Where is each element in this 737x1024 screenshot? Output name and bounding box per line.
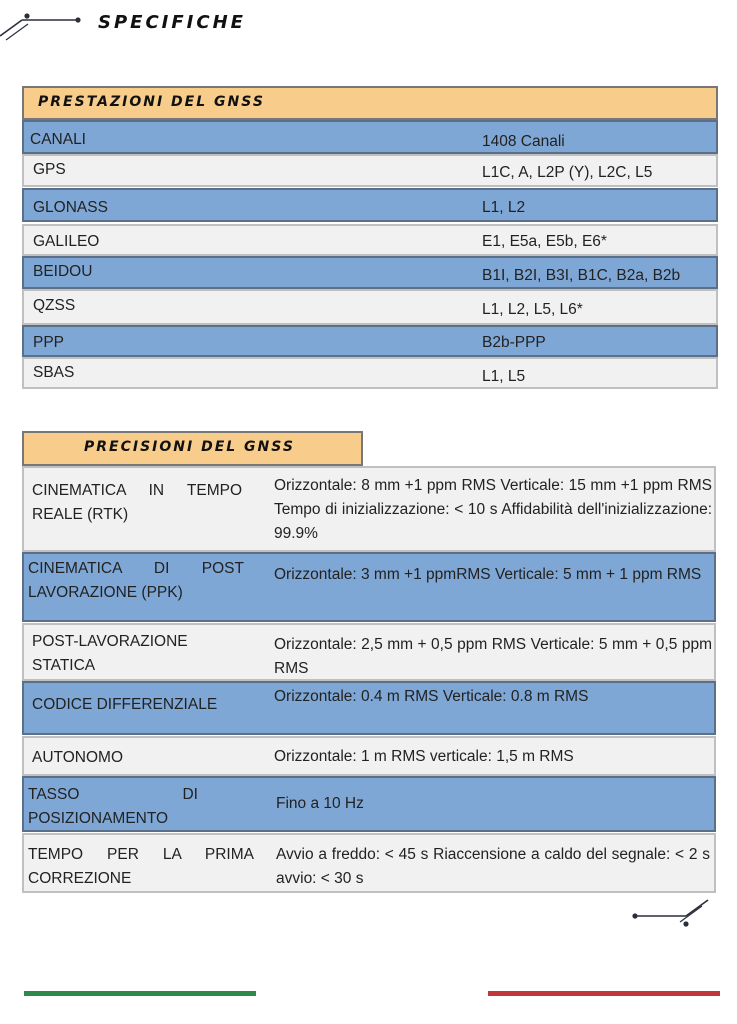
- row-value: B1I, B2I, B3I, B1C, B2a, B2b: [482, 267, 681, 284]
- row-label: CINEMATICA DI POST LAVORAZIONE (PPK): [28, 560, 244, 601]
- row-value: E1, E5a, E5b, E6*: [482, 233, 607, 250]
- table-row-rtk: [22, 466, 716, 552]
- row-label: PPP: [33, 334, 65, 351]
- row-label: POST-LAVORAZIONE STATICA: [32, 633, 188, 674]
- row-value: Avvio a freddo: < 45 s Riaccensione a caldo del segnale: < 2 s avvio: < 30 s: [276, 846, 710, 887]
- row-label: CANALI: [30, 131, 86, 148]
- table-row-canali: [22, 120, 718, 154]
- row-value: Fino a 10 Hz: [276, 795, 364, 812]
- row-value: L1, L5: [482, 368, 526, 385]
- row-value: Orizzontale: 8 mm +1 ppm RMS Verticale: 15 mm +1 ppm RMS Tempo di inizializzazione: < 10 s Affidabilità dell'inizializzazione: 99.9%: [274, 477, 712, 542]
- table-row-ttff: [22, 833, 716, 893]
- flag-stripe-green: [24, 991, 256, 996]
- table-row-gps: [22, 154, 718, 187]
- performance-header-label: PRESTAZIONI DEL GNSS: [38, 94, 265, 110]
- row-label: QZSS: [33, 297, 76, 314]
- precision-header: [22, 431, 363, 466]
- row-value: 1408 Canali: [482, 133, 565, 150]
- table-row-autonomo: [22, 736, 716, 776]
- row-label: BEIDOU: [33, 263, 93, 280]
- row-label: TEMPO PER LA PRIMA CORREZIONE: [28, 846, 254, 887]
- table-row-qzss: [22, 289, 718, 325]
- precision-header-label: PRECISIONI DEL GNSS: [84, 439, 295, 455]
- row-value: Orizzontale: 2,5 mm + 0,5 ppm RMS Verticale: 5 mm + 0,5 ppm RMS: [274, 636, 712, 677]
- row-label: GPS: [33, 161, 66, 178]
- row-label: TASSO DI POSIZIONAMENTO: [28, 786, 198, 827]
- table-row-sbas: [22, 357, 718, 389]
- row-label: SBAS: [33, 364, 75, 381]
- row-value: L1C, A, L2P (Y), L2C, L5: [482, 164, 653, 181]
- row-label: CINEMATICA IN TEMPO REALE (RTK): [32, 482, 242, 523]
- row-label: AUTONOMO: [32, 749, 123, 766]
- table-row-ppk: [22, 552, 716, 622]
- row-label: GLONASS: [33, 199, 108, 216]
- row-value: Orizzontale: 1 m RMS verticale: 1,5 m RMS: [274, 748, 574, 765]
- row-value: L1, L2, L5, L6*: [482, 301, 583, 318]
- table-row-rate: [22, 776, 716, 832]
- circuit-decoration-icon: [628, 898, 718, 930]
- table-row-static: [22, 623, 716, 681]
- row-value: B2b-PPP: [482, 334, 546, 351]
- row-value: L1, L2: [482, 199, 526, 216]
- page-title: SPECIFICHE: [98, 12, 246, 33]
- row-label: GALILEO: [33, 233, 100, 250]
- table-row-glonass: [22, 188, 718, 222]
- row-value: Orizzontale: 3 mm +1 ppmRMS Verticale: 5 mm + 1 ppm RMS: [274, 566, 702, 583]
- circuit-decoration-icon: [0, 6, 90, 46]
- row-value: Orizzontale: 0.4 m RMS Verticale: 0.8 m RMS: [274, 688, 589, 705]
- performance-header: [22, 86, 718, 120]
- table-row-ppp: [22, 325, 718, 357]
- table-row-beidou: [22, 256, 718, 289]
- row-label: CODICE DIFFERENZIALE: [32, 696, 218, 713]
- table-row-dgps: [22, 681, 716, 735]
- table-row-galileo: [22, 224, 718, 256]
- flag-stripe-red: [488, 991, 720, 996]
